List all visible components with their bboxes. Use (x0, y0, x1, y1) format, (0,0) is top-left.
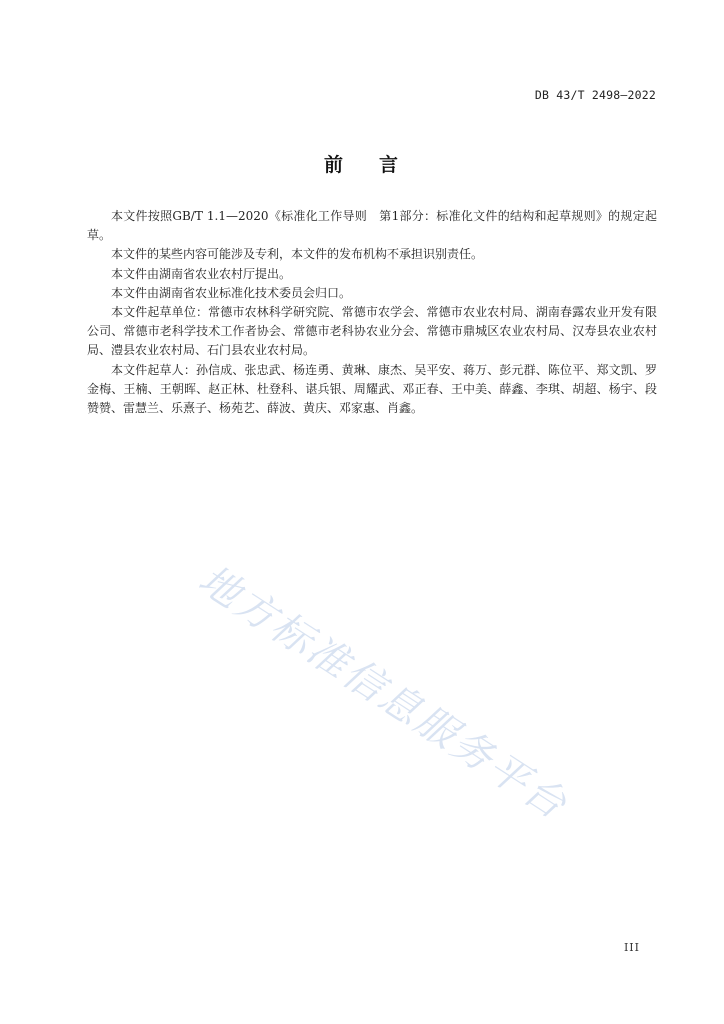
standard-code: DB 43/T 2498—2022 (534, 88, 656, 102)
page-number: III (623, 941, 640, 954)
foreword-body (87, 207, 657, 418)
paragraph-patent-notice: 本文件的某些内容可能涉及专利，本文件的发布机构不承担识别责任。 (111, 247, 484, 262)
title-char-2: 言 (379, 154, 401, 176)
paragraph-drafting-basis: 本文件按照GB/T 1.1—2020《标准化工作导则 第1部分：标准化文件的结构和起草规则》的规定起草。 (87, 209, 657, 243)
title-char-1: 前 (323, 154, 345, 176)
paragraph-drafters: 本文件起草人：孙信成、张忠武、杨连勇、黄琳、康杰、吴平安、蒋万、彭元群、陈位平、郑文凯、罗金梅、王楠、王朝晖、赵正林、杜登科、谌兵银、周耀武、邓正春、王中美、薛鑫、李琪、胡超、杨宇、段赞赞、雷慧兰、乐熹子、杨苑艺、薛波、黄庆、邓家惠、肖鑫。 (87, 362, 657, 416)
page-title (0, 150, 724, 177)
paragraph-technical-committee: 本文件由湖南省农业标准化技术委员会归口。 (111, 285, 352, 300)
paragraph-drafting-units: 本文件起草单位：常德市农林科学研究院、常德市农学会、常德市农业农村局、湖南春露农业开发有限公司、常德市老科学技术工作者协会、常德市老科协农业分会、常德市鼎城区农业农村局、汉寿县农业农村局、澧县农业农村局、石门县农业农村局。 (87, 305, 657, 358)
watermark: 地方标准信息服务平台 (190, 556, 576, 830)
paragraph-proposer: 本文件由湖南省农业农村厅提出。 (111, 266, 292, 281)
